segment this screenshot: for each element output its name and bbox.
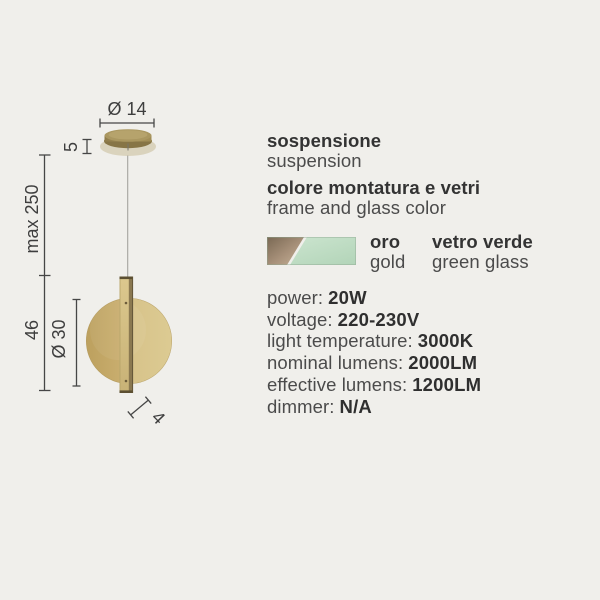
spec-voltage-value: 220-230V (337, 308, 420, 330)
spec-list (267, 287, 481, 417)
spec-voltage: voltage: 220-230V (267, 308, 420, 330)
spec-light-temperature: light temperature: 3000K (267, 330, 474, 352)
finish-heading-it: colore montatura e vetri (267, 177, 481, 198)
dim-disc-diameter-label: Ø 30 (48, 319, 69, 359)
spec-nominal-lumens-value: 2000LM (408, 352, 478, 374)
dim-disc-diameter-line (73, 300, 81, 387)
spec-effective-lumens-value: 1200LM (412, 373, 482, 395)
finish-gold (370, 232, 419, 272)
dim-canopy-diameter-line (100, 119, 154, 128)
spec-light-temperature-value: 3000K (417, 330, 474, 352)
dim-canopy-height-line (83, 140, 92, 154)
finish-swatch (267, 237, 356, 265)
finish-row (267, 232, 533, 272)
dim-max-drop-label: max 250 (21, 184, 42, 254)
spec-power: power: 20W (267, 287, 367, 308)
dim-canopy-height-label: 5 (60, 141, 81, 153)
spec-nominal-lumens: nominal lumens: 2000LM (267, 352, 478, 374)
dim-bar-depth-line (128, 397, 151, 419)
finish-gold-en: gold (370, 251, 406, 272)
dim-bar-depth-label: 4 (147, 407, 170, 429)
spec-effective-lumens: effective lumens: 1200LM (267, 373, 482, 395)
ceiling-canopy (100, 129, 156, 156)
spec-dimmer: dimmer: N/A (267, 395, 372, 417)
dim-fixture-height-label: 46 (21, 319, 42, 341)
finish-green-glass (432, 232, 533, 272)
spec-power-value: 20W (328, 287, 367, 308)
center-bar (120, 277, 133, 394)
finish-gold-it: oro (370, 231, 401, 252)
finish-green-it: vetro verde (432, 231, 533, 252)
product-headings (267, 131, 480, 218)
lamp-technical-drawing (0, 0, 260, 460)
finish-green-en: green glass (432, 251, 529, 272)
finish-heading-en: frame and glass color (267, 197, 446, 218)
spec-dimmer-value: N/A (339, 395, 372, 417)
product-type-it: sospensione (267, 130, 382, 151)
dim-canopy-diameter-label: Ø 14 (107, 99, 147, 119)
product-type-en: suspension (267, 150, 362, 171)
